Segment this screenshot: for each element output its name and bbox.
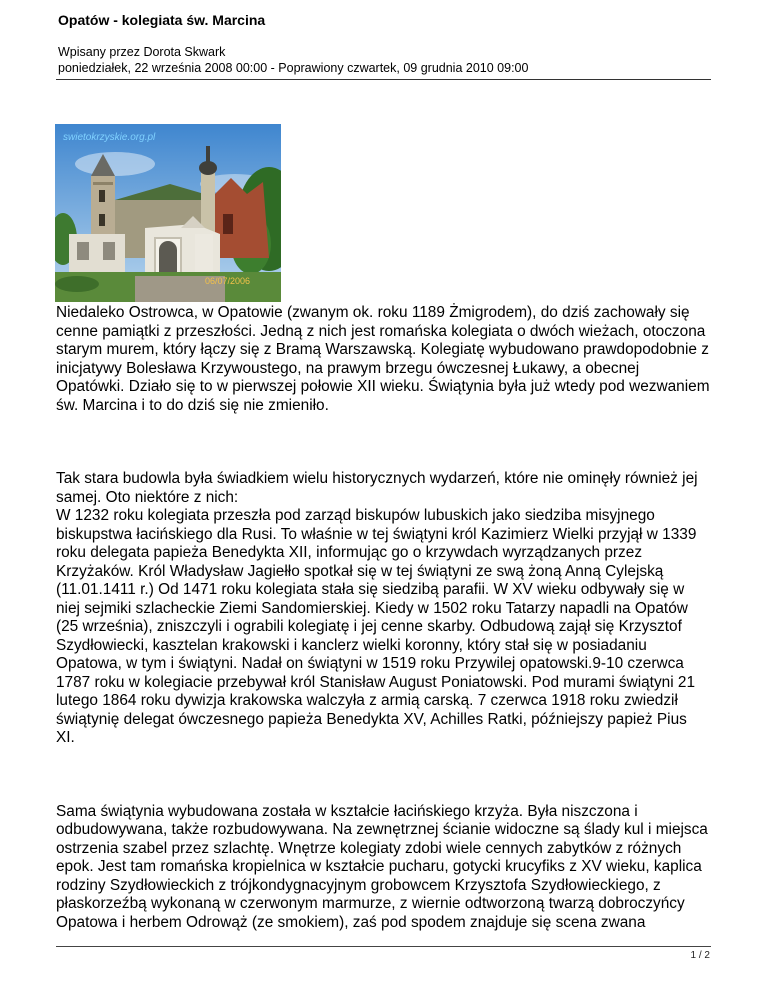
text-line: św. Marcina i to do dziś się nie zmieniło. — [56, 396, 329, 414]
text-line: cenne pamiątki z przeszłości. Jedną z nich jest romańska kolegiata o dwóch wieżach, otoczona — [56, 322, 706, 340]
text-line: świątynię delegat ówczesnego papieża Benedykta XV, Achilles Ratki, późniejszy papież Pius — [56, 710, 687, 728]
text-line: epok. Jest tam romańska kropielnica w kształcie pucharu, gotycki krucyfiks z XV wieku, kaplica — [56, 858, 702, 875]
date-line: poniedziałek, 22 września 2008 00:00 - Poprawiony czwartek, 09 grudnia 2010 09:00 — [58, 61, 529, 75]
text-line: lutego 1864 roku dywizja krakowska walczyła z armią carską. 7 czerwca 1918 roku zwiedził — [56, 692, 678, 709]
text-line: W 1232 roku kolegiata przeszła pod zarząd biskupów lubuskich jako siedziba misyjnego — [56, 507, 655, 524]
article-meta — [58, 44, 528, 76]
author-line: Wpisany przez Dorota Skwark — [58, 45, 226, 59]
photo-watermark: swietokrzyskie.org.pl — [63, 132, 156, 143]
text-line: niej sejmiki szlacheckie Ziemi Sandomierskiej. Kiedy w 1502 roku Tatarzy napadli na Opatów — [56, 599, 688, 617]
text-line: Tak stara budowla była świadkiem wielu historycznych wydarzeń, które nie ominęły również jej — [56, 470, 698, 487]
text-line: Opatówki. Działo się to w pierwszej połowie XII wieku. Świątynia była już wtedy pod wezwaniem — [56, 378, 710, 395]
header-divider — [56, 79, 711, 80]
text-line: starym murem, który łączy się z Bramą Warszawską. Kolegiatę wybudowano prawdopodobnie z — [56, 341, 709, 358]
text-line: Sama świątynia wybudowana została w kształcie łacińskiego krzyża. Była niszczona i — [56, 802, 638, 820]
text-line: (11.01.1411 r.) Od 1471 roku kolegiata stała się siedzibą parafii. W XV wieku odbywały się w — [56, 581, 685, 598]
text-line: samej. Oto niektóre z nich: — [56, 488, 239, 506]
page-title: Opatów - kolegiata św. Marcina — [58, 12, 266, 28]
paragraph-2 — [56, 470, 716, 748]
text-line: płaskorzeźbą wykonaną w czerwonym marmurze, z wiernie odtworzoną twarzą dobroczyńcy — [56, 895, 685, 912]
text-line: 1787 roku w kolegiacie przebywał król Stanisław August Poniatowski. Pod murami świątyni 21 — [56, 673, 696, 691]
church-photo — [55, 124, 281, 302]
text-line: Opatowa i herbem Odrowąż (ze smokiem), zaś pod spodem znajduje się scena zwana — [56, 913, 646, 931]
text-line: odbudowywana, także rozbudowywana. Na zewnętrznej ścianie widoczne są ślady kul i miejsca — [56, 821, 708, 838]
text-line: biskupstwa łacińskiego dla Rusi. To właśnie w tej świątyni król Kazimierz Wielki przyjął w 1339 — [56, 525, 697, 543]
text-line: (25 września), zniszczyli i ograbili kolegiatę i jej cenne skarby. Odbudową zajął się Krzysztof — [56, 618, 682, 635]
article-body — [56, 304, 716, 932]
paragraph-1 — [56, 304, 716, 415]
photo-date-stamp: 06/07/2006 — [205, 276, 251, 286]
text-line: rodziny Szydłowieckich z trójkondygnacyjnym grobowcem Krzysztofa Szydłowieckiego, z — [56, 876, 661, 894]
text-line: Krzyżaków. Król Władysław Jagiełło spotkał się w tej świątyni ze swą żoną Anną Cylejską — [56, 562, 664, 580]
text-line: Niedaleko Ostrowca, w Opatowie (zwanym ok. roku 1189 Żmigrodem), do dziś zachowały się — [56, 304, 690, 321]
text-line: inicjatywy Bolesława Krzywoustego, na prawym brzegu ówczesnej Łukawy, a obecnej — [56, 359, 640, 377]
text-line: roku delegata papieża Benedykta XII, informując go o krzywdach wyrządzanych przez — [56, 544, 643, 561]
page-number: 1 / 2 — [690, 950, 710, 961]
text-line: Szydłowiecki, kasztelan krakowski i kanclerz wielki koronny, który stał się w posiadaniu — [56, 636, 647, 654]
footer-divider — [56, 946, 711, 947]
text-line: Opatowa, w tym i świątyni. Nadał on świątyni w 1519 roku Przywilej opatowski.9-10 czerwca — [56, 655, 684, 672]
text-line: XI. — [56, 729, 75, 746]
text-line: ostrzenia szabel przez szlachtę. Wnętrze kolegiaty zdobi wiele cennych zabytków z różnych — [56, 839, 682, 857]
paragraph-3 — [56, 803, 716, 933]
